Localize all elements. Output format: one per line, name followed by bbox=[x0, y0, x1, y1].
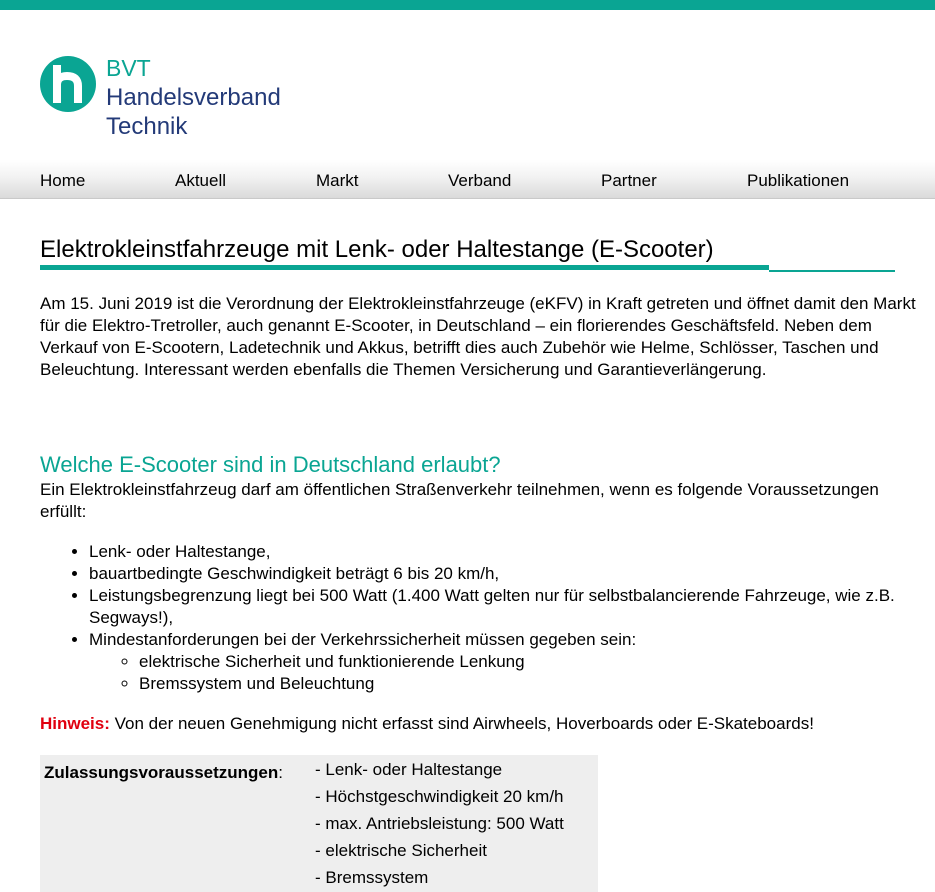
nav-item-home[interactable]: Home bbox=[40, 171, 86, 190]
brand-name-line1: BVT bbox=[106, 55, 151, 81]
sub-list bbox=[89, 651, 935, 695]
list-item: • bauartbedingte Geschwindigkeit beträgt 6 bis 20 km/h, bbox=[89, 563, 935, 585]
requirement-item: - max. Antriebsleistung: 500 Watt bbox=[315, 814, 564, 833]
page-title: Elektrokleinstfahrzeuge mit Lenk- oder Haltestange (E-Scooter) bbox=[40, 236, 714, 263]
hint-note bbox=[40, 713, 814, 735]
requirement-item: - Lenk- oder Haltestange bbox=[315, 760, 503, 779]
list-item-text: Mindestanforderungen bei der Verkehrssicherheit müssen gegeben sein: bbox=[89, 630, 637, 649]
bvt-logo-icon bbox=[40, 56, 96, 112]
approval-requirements-box bbox=[40, 755, 598, 892]
title-underline bbox=[40, 265, 769, 270]
sub-list-item: ◦ elektrische Sicherheit und funktionierende Lenkung bbox=[139, 651, 935, 673]
list-item bbox=[89, 629, 935, 695]
title-underline-extension bbox=[769, 270, 895, 272]
hint-label: Hinweis: bbox=[40, 714, 110, 733]
requirements-values bbox=[315, 756, 564, 891]
nav-item-verband[interactable]: Verband bbox=[448, 171, 512, 190]
requirements-label-separator: : bbox=[278, 763, 284, 782]
list-item: • Lenk- oder Haltestange, bbox=[89, 541, 935, 563]
brand-name-line3: Technik bbox=[106, 113, 188, 140]
intro-paragraph: Am 15. Juni 2019 ist die Verordnung der Elektrokleinstfahrzeuge (eKFV) in Kraft getreten und öffnet damit den Markt für die Elektro-Tretroller, auch genannt E-Scooter, in Deutschland – ein florierendes Geschäftsfeld. Neben dem Verkauf von E-Scootern, Ladetechnik und Akkus, betrifft dies auch Zubehör wie Helme, Schlösser, Taschen und Beleuchtung. Interessant werden ebenfalls die Themen Versicherung und Garantieverlängerung. bbox=[40, 294, 916, 379]
nav-item-markt[interactable]: Markt bbox=[316, 171, 359, 190]
requirement-item: - Höchstgeschwindigkeit 20 km/h bbox=[315, 787, 564, 806]
list-item: • Leistungsbegrenzung liegt bei 500 Watt (1.400 Watt gelten nur für selbstbalancierende Fahrzeuge, wie z.B. Segways!), bbox=[89, 585, 935, 629]
top-accent-bar bbox=[0, 0, 935, 10]
nav-item-partner[interactable]: Partner bbox=[601, 171, 657, 190]
sub-list-item: ◦ Bremssystem und Beleuchtung bbox=[139, 673, 935, 695]
nav-item-aktuell[interactable]: Aktuell bbox=[175, 171, 227, 190]
section-lead: Ein Elektrokleinstfahrzeug darf am öffentlichen Straßenverkehr teilnehmen, wenn es folgende Voraussetzungen erfüllt: bbox=[40, 480, 879, 521]
requirements-list bbox=[40, 541, 935, 695]
requirement-item: - elektrische Sicherheit bbox=[315, 841, 487, 860]
nav-item-publikationen[interactable]: Publikationen bbox=[747, 171, 850, 190]
main-navigation bbox=[0, 160, 935, 199]
section-heading: Welche E-Scooter sind in Deutschland erlaubt? bbox=[40, 452, 501, 477]
hint-text: Von der neuen Genehmigung nicht erfasst sind Airwheels, Hoverboards oder E-Skateboards! bbox=[109, 714, 814, 733]
brand-logo[interactable] bbox=[40, 54, 310, 144]
brand-name-line2: Handelsverband bbox=[106, 84, 281, 111]
brand-name bbox=[106, 54, 281, 141]
requirements-label-text: Zulassungsvoraussetzungen bbox=[44, 763, 279, 782]
requirements-label bbox=[44, 759, 283, 786]
requirement-item: - Bremssystem bbox=[315, 868, 429, 887]
